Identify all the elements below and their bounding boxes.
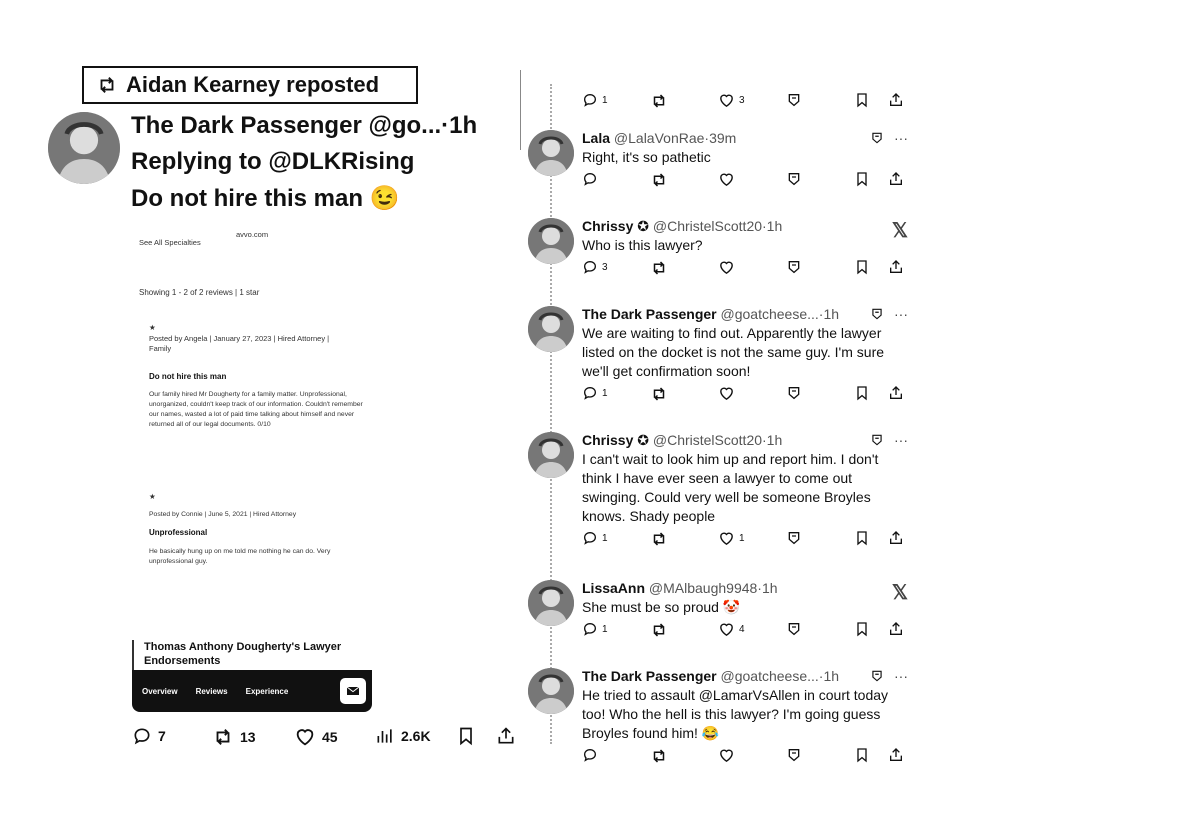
bookmark-button[interactable] [456, 726, 476, 746]
endorsements-heading: Thomas Anthony Dougherty's Lawyer Endorsements [132, 640, 370, 670]
embedded-top-right: avvo.com [236, 230, 269, 239]
x-logo-icon: 𝕏 [891, 220, 908, 242]
bookmark-icon [854, 530, 870, 546]
review1-body: Our family hired Mr Dougherty for a family matter. Unprofessional, unorganized, couldn't keep track of our information. Couldn't remember our names, wasted a lot of paid time talking about himself and never returned all of our legal documents. 0/10 [149, 391, 363, 428]
views-icon [375, 726, 395, 746]
avatar[interactable] [528, 432, 574, 478]
share-icon [888, 92, 904, 108]
more-icon[interactable]: ··· [894, 668, 908, 684]
reply-header [582, 432, 782, 449]
grok-button[interactable] [786, 171, 802, 187]
repost-icon [212, 726, 234, 748]
reply-button[interactable] [582, 621, 608, 637]
like-button[interactable] [718, 171, 739, 188]
verified-badge-icon: ✪ [637, 432, 649, 448]
reply-handle-time[interactable]: @ChristelScott20·1h [652, 432, 783, 448]
share-button[interactable] [888, 92, 904, 108]
share-icon [496, 726, 516, 746]
reply-item[interactable] [528, 218, 908, 281]
share-icon [888, 171, 904, 187]
reply-text: Who is this lawyer? [582, 237, 703, 253]
message-button[interactable] [340, 678, 366, 704]
grok-icon [786, 747, 802, 763]
reply-count: 1 [602, 623, 608, 635]
heart-icon [718, 621, 735, 638]
grok-icon [786, 171, 802, 187]
repost-button[interactable] [650, 171, 672, 189]
share-button[interactable] [888, 530, 904, 546]
share-icon [888, 530, 904, 546]
grok-button[interactable] [786, 621, 802, 637]
repost-button[interactable] [650, 385, 672, 403]
reply-author-name[interactable]: The Dark Passenger [582, 306, 717, 322]
grok-button[interactable] [786, 385, 802, 401]
repost-icon [650, 92, 668, 110]
repost-button[interactable] [650, 259, 672, 277]
reply-action-bar [582, 171, 908, 191]
reply-icon [582, 747, 598, 763]
reply-text: I can't wait to look him up and report him. I don't think I have ever seen a lawyer to come out swinging. Could very well be someone Broyles knows. Shady people [582, 451, 879, 524]
reply-author-name[interactable]: Lala [582, 130, 611, 146]
reply-item[interactable] [528, 306, 908, 407]
reply-button[interactable] [582, 171, 602, 187]
embedded-top-left: See All Specialties [139, 238, 201, 247]
like-button[interactable] [294, 726, 338, 748]
bookmark-button[interactable] [854, 385, 870, 401]
like-button[interactable] [718, 747, 739, 764]
post-author-line[interactable]: The Dark Passenger @go...·1h [131, 112, 478, 139]
like-button[interactable] [718, 621, 745, 638]
reply-text: We are waiting to find out. Apparently the lawyer listed on the docket is not the same guy. I'm sure we'll get confirmation soon! [582, 325, 885, 379]
reply-handle-time[interactable]: @LalaVonRae·39m [613, 130, 737, 146]
post-action-bar [132, 726, 522, 752]
grok-button[interactable] [786, 747, 802, 763]
heart-icon [718, 92, 735, 109]
reply-button[interactable] [582, 530, 608, 546]
thread-actions-row [528, 90, 908, 112]
repost-icon [650, 530, 668, 548]
reply-header [582, 130, 736, 146]
bookmark-button[interactable] [854, 259, 870, 275]
reply-text: Right, it's so pathetic [582, 149, 711, 165]
reply-item[interactable] [528, 668, 908, 769]
repost-button[interactable] [650, 621, 672, 639]
reply-action-bar [582, 259, 908, 279]
reply-icon [582, 259, 598, 275]
reply-action-bar [582, 621, 908, 641]
reply-header [582, 306, 839, 322]
repost-button[interactable] [212, 726, 256, 748]
avatar[interactable] [528, 218, 574, 264]
heart-icon [294, 726, 316, 748]
more-icon[interactable]: ··· [894, 432, 908, 448]
embedded-screenshot[interactable]: See All Specialties avvo.com Showing 1 - 2 of 2 reviews | 1 star ★ Posted by Angela | January 27, 2023 | Hired Attorney | Family Do not hire this man Our family hired Mr Dougherty for a family matter. Unprofessional, unorganized, couldn't keep track of our information. Couldn't remember our names, wasted a lot of paid time talking about himself and never returned all of our legal documents. 0/10 ★ Posted by Connie | June 5, 2021 | Hired Attorney Unprofessional He basically hung up on me told me nothing he can do. Very unprofessional guy. [131, 222, 376, 712]
repost-icon [650, 621, 668, 639]
repost-button[interactable] [650, 530, 672, 548]
like-count: 45 [322, 729, 338, 745]
like-button[interactable] [718, 385, 739, 402]
reply-top-right [870, 668, 908, 684]
share-icon [888, 747, 904, 763]
heart-icon [718, 259, 735, 276]
bookmark-icon [854, 747, 870, 763]
reply-handle-time[interactable]: @goatcheese...·1h [720, 306, 840, 322]
like-count: 1 [739, 533, 745, 544]
reply-count: 1 [602, 94, 608, 106]
repost-icon [650, 385, 668, 403]
review1-title: Do not hire this man [149, 372, 227, 381]
reply-text: He tried to assault @LamarVsAllen in court today too! Who the hell is this lawyer? I'm going guess Broyles found him! 😂 [582, 687, 889, 741]
like-count: 3 [739, 95, 745, 106]
share-button[interactable] [888, 621, 904, 637]
avatar[interactable] [528, 130, 574, 176]
grok-button[interactable] [786, 530, 802, 546]
reply-top-right [892, 218, 908, 243]
reply-icon [582, 92, 598, 108]
share-button[interactable] [496, 726, 516, 746]
like-button[interactable] [718, 259, 739, 276]
repost-label: Aidan Kearney reposted [126, 72, 380, 97]
avatar[interactable] [528, 306, 574, 352]
verified-badge-icon: ✪ [637, 218, 649, 234]
share-icon [888, 621, 904, 637]
reply-handle-time[interactable]: @MAlbaugh9948·1h [648, 580, 778, 596]
reply-button[interactable] [582, 747, 602, 763]
reply-icon [582, 171, 598, 187]
reply-button[interactable] [582, 92, 608, 108]
grok-button[interactable] [786, 92, 802, 108]
grok-icon [786, 259, 802, 275]
reply-action-bar [582, 385, 908, 405]
share-icon [888, 385, 904, 401]
reply-handle-time[interactable]: @goatcheese...·1h [720, 668, 840, 684]
repost-icon [650, 259, 668, 277]
heart-icon [718, 747, 735, 764]
avatar[interactable] [528, 580, 574, 626]
reply-button[interactable] [582, 259, 608, 275]
bookmark-icon [854, 385, 870, 401]
views-button[interactable] [375, 726, 431, 746]
repost-button[interactable] [650, 92, 672, 110]
reply-button[interactable] [582, 385, 608, 401]
repost-count: 13 [240, 729, 256, 745]
bookmark-icon [854, 92, 870, 108]
reply-count: 1 [602, 532, 608, 544]
bookmark-button[interactable] [854, 747, 870, 763]
reply-icon [582, 385, 598, 401]
grok-icon [786, 92, 802, 108]
avatar[interactable] [528, 668, 574, 714]
view-count: 2.6K [401, 728, 431, 744]
share-button[interactable] [888, 171, 904, 187]
reply-button[interactable] [132, 726, 166, 746]
repost-button[interactable] [650, 747, 672, 765]
reply-top-right [870, 130, 908, 146]
review2-posted: Posted by Connie | June 5, 2021 | Hired Attorney [149, 511, 297, 518]
repost-icon [650, 171, 668, 189]
grok-icon[interactable] [870, 669, 884, 683]
reply-item[interactable] [528, 432, 908, 552]
bookmark-icon [456, 726, 476, 746]
reply-author-name[interactable]: LissaAnn [582, 580, 646, 596]
review1-posted: Posted by Angela | January 27, 2023 | Hired Attorney | Family [149, 334, 330, 353]
bookmark-button[interactable] [854, 92, 870, 108]
bookmark-button[interactable] [854, 171, 870, 187]
grok-icon[interactable] [870, 131, 884, 145]
repost-icon [650, 747, 668, 765]
repost-icon [96, 74, 118, 96]
tab-experience[interactable]: Experience [245, 686, 289, 696]
bookmark-button[interactable] [854, 530, 870, 546]
grok-button[interactable] [786, 259, 802, 275]
more-icon[interactable]: ··· [894, 130, 908, 146]
share-button[interactable] [888, 747, 904, 763]
reply-action-bar [582, 530, 908, 550]
reply-author-name[interactable]: Chrissy [582, 432, 634, 448]
reply-author-name[interactable]: Chrissy [582, 218, 634, 234]
reply-text: She must be so proud 🤡 [582, 599, 741, 615]
more-icon[interactable]: ··· [894, 306, 908, 322]
replying-to[interactable]: Replying to @DLKRising [131, 148, 415, 175]
reply-item[interactable] [528, 580, 908, 643]
grok-icon[interactable] [870, 433, 884, 447]
heart-icon [718, 530, 735, 547]
reply-icon [582, 621, 598, 637]
reply-header [582, 668, 839, 684]
bookmark-icon [854, 171, 870, 187]
reply-header [582, 218, 782, 235]
reply-handle-time[interactable]: @ChristelScott20·1h [652, 218, 783, 234]
reply-count: 7 [158, 728, 166, 744]
reply-icon [582, 530, 598, 546]
avatar[interactable] [48, 112, 120, 184]
grok-icon [786, 621, 802, 637]
mail-icon [345, 683, 361, 699]
heart-icon [718, 385, 735, 402]
reply-top-right [870, 306, 908, 322]
column-divider [520, 70, 521, 150]
profile-tab-bar [132, 670, 372, 712]
review2-title: Unprofessional [149, 528, 208, 537]
post-text: Do not hire this man 😉 [131, 185, 400, 212]
like-count: 4 [739, 624, 745, 635]
review-count: Showing 1 - 2 of 2 reviews | 1 star [139, 288, 260, 297]
tab-reviews[interactable]: Reviews [195, 686, 228, 696]
reply-author-name[interactable]: The Dark Passenger [582, 668, 717, 684]
repost-banner[interactable] [82, 66, 418, 104]
like-button[interactable] [718, 92, 745, 109]
share-button[interactable] [888, 259, 904, 275]
bookmark-icon [854, 259, 870, 275]
x-logo-icon: 𝕏 [891, 582, 908, 604]
share-button[interactable] [888, 385, 904, 401]
reply-item[interactable] [528, 130, 908, 193]
bookmark-icon [854, 621, 870, 637]
reply-count: 3 [602, 261, 608, 273]
tab-overview[interactable]: Overview [142, 686, 178, 696]
reply-header [582, 580, 778, 596]
reply-icon [132, 726, 152, 746]
reply-action-bar [582, 747, 908, 767]
reply-top-right [870, 432, 908, 448]
reply-count: 1 [602, 387, 608, 399]
heart-icon [718, 171, 735, 188]
grok-icon[interactable] [870, 307, 884, 321]
like-button[interactable] [718, 530, 745, 547]
review2-body: He basically hung up on me told me nothing he can do. Very unprofessional guy. [149, 548, 331, 565]
bookmark-button[interactable] [854, 621, 870, 637]
grok-icon [786, 530, 802, 546]
grok-icon [786, 385, 802, 401]
reply-top-right [892, 580, 908, 605]
share-icon [888, 259, 904, 275]
